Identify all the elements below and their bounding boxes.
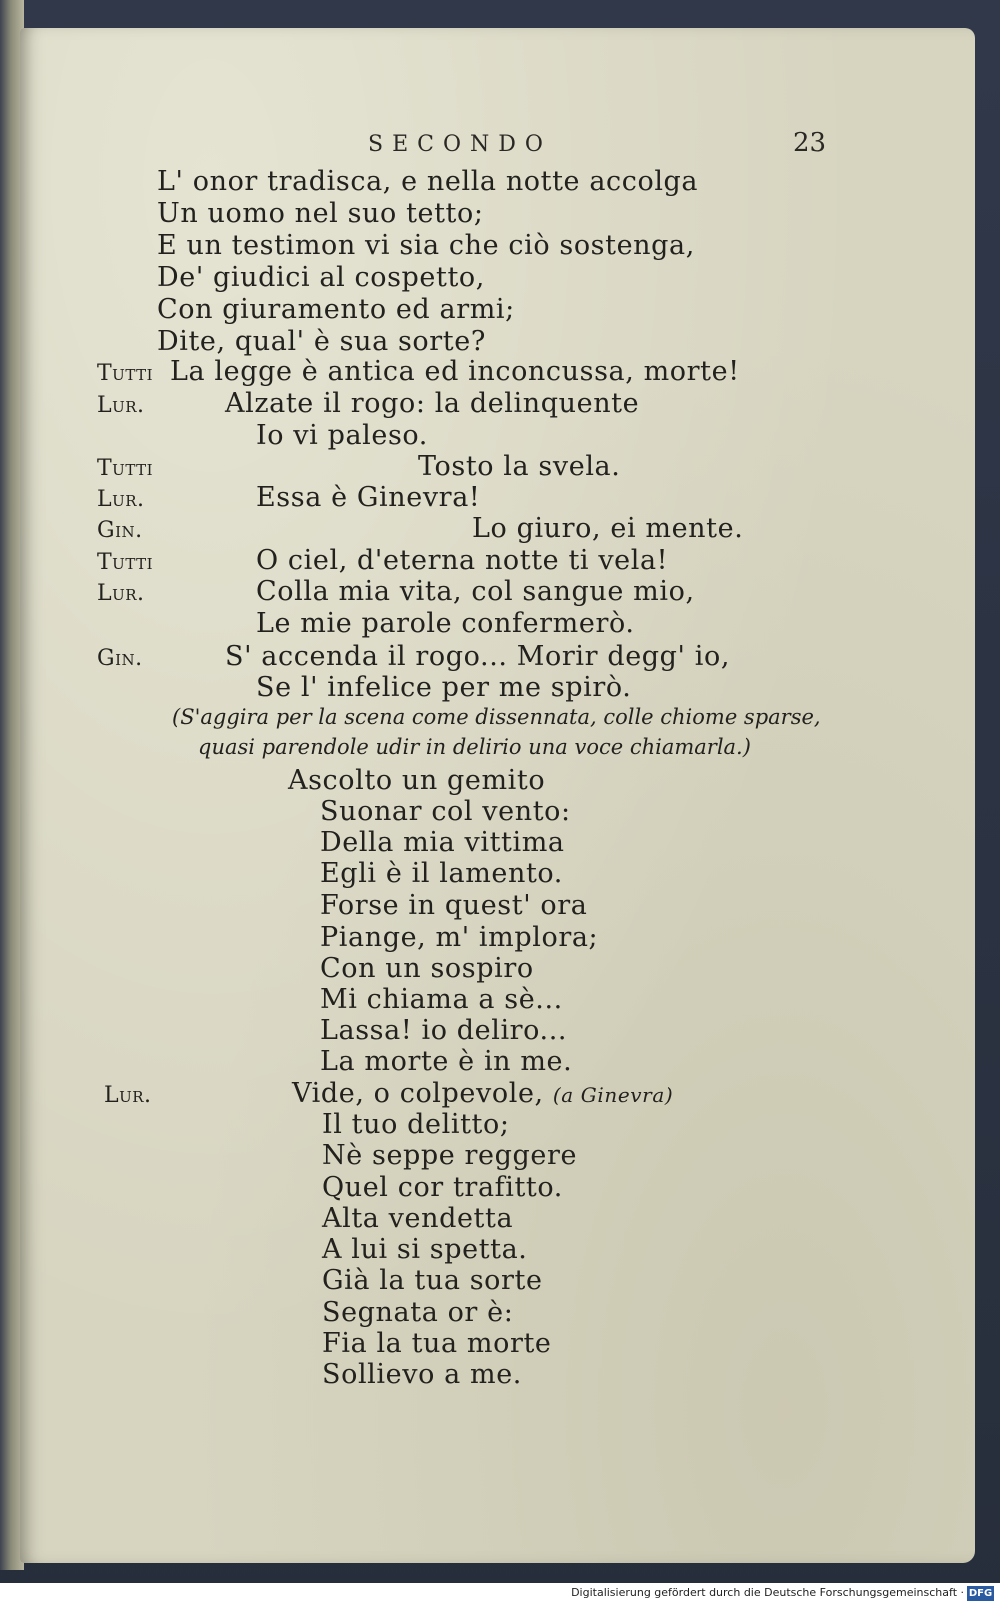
verse-text: Vide, o colpevole, [292, 1078, 544, 1109]
running-head: SECONDO [368, 132, 552, 157]
verse-line: Già la tua sorte [322, 1265, 543, 1296]
verse-line [292, 1078, 673, 1111]
verse-line: Fia la tua morte [322, 1328, 552, 1359]
verse-line: Con un sospiro [320, 953, 534, 984]
funding-credit: Digitalisierung gefördert durch die Deutsche Forschungsgemeinschaft · [571, 1586, 964, 1599]
verse-line: Se l' infelice per me spirò. [256, 672, 632, 703]
page-number: 23 [793, 128, 827, 158]
verse-line: Essa è Ginevra! [256, 482, 481, 513]
verse-line: Nè seppe reggere [322, 1140, 578, 1171]
verse-line: Il tuo delitto; [322, 1109, 510, 1140]
speaker-label: Lur. [104, 1083, 152, 1108]
verse-line: La legge è antica ed inconcussa, morte! [170, 356, 740, 387]
verse-line: Sollievo a me. [322, 1359, 522, 1390]
stage-direction: (S'aggira per la scena come dissennata, colle chiome sparse, [172, 705, 821, 729]
verse-line: Colla mia vita, col sangue mio, [256, 576, 695, 607]
verse-line: Lo giuro, ei mente. [472, 513, 744, 544]
verse-line: Le mie parole confermerò. [256, 608, 635, 639]
stage-direction: quasi parendole udir in delirio una voce chiamarla.) [198, 735, 751, 759]
verse-line: Dite, qual' è sua sorte? [157, 326, 486, 357]
verse-line: Quel cor trafitto. [322, 1172, 563, 1203]
verse-line: S' accenda il rogo... Morir degg' io, [225, 641, 731, 672]
speaker-label: Tutti [97, 456, 154, 481]
dfg-logo: DFG [968, 1588, 993, 1599]
verse-line: Lassa! io deliro... [320, 1015, 568, 1046]
speaker-label: Gin. [97, 518, 143, 543]
verse-line: De' giudici al cospetto, [157, 262, 485, 293]
verse-line: Con giuramento ed armi; [157, 294, 515, 325]
verse-line: Suonar col vento: [320, 796, 571, 827]
verse-line: A lui si spetta. [322, 1234, 528, 1265]
aside-direction: (a Ginevra) [552, 1083, 674, 1107]
verse-line: O ciel, d'eterna notte ti vela! [256, 545, 669, 576]
verse-line: Alzate il rogo: la delinquente [225, 388, 640, 419]
verse-line: Egli è il lamento. [320, 858, 563, 889]
speaker-label: Lur. [97, 393, 145, 418]
verse-line: Forse in quest' ora [320, 890, 588, 921]
speaker-label: Lur. [97, 581, 145, 606]
verse-line: Ascolto un gemito [288, 765, 546, 796]
verse-line: Mi chiama a sè... [320, 984, 563, 1015]
verse-line: Della mia vittima [320, 827, 565, 858]
verse-line: Piange, m' implora; [320, 922, 599, 953]
verse-line: Segnata or è: [322, 1297, 514, 1328]
verse-line: Un uomo nel suo tetto; [157, 198, 484, 229]
verse-line: Tosto la svela. [418, 451, 621, 482]
verse-line: Io vi paleso. [256, 420, 428, 451]
verse-line: L' onor tradisca, e nella notte accolga [157, 166, 699, 197]
speaker-label: Lur. [97, 487, 145, 512]
verse-line: E un testimon vi sia che ciò sostenga, [157, 230, 695, 261]
speaker-label: Tutti [97, 361, 154, 386]
speaker-label: Gin. [97, 646, 143, 671]
speaker-label: Tutti [97, 550, 154, 575]
verse-line: La morte è in me. [320, 1046, 573, 1077]
verse-line: Alta vendetta [322, 1203, 514, 1234]
